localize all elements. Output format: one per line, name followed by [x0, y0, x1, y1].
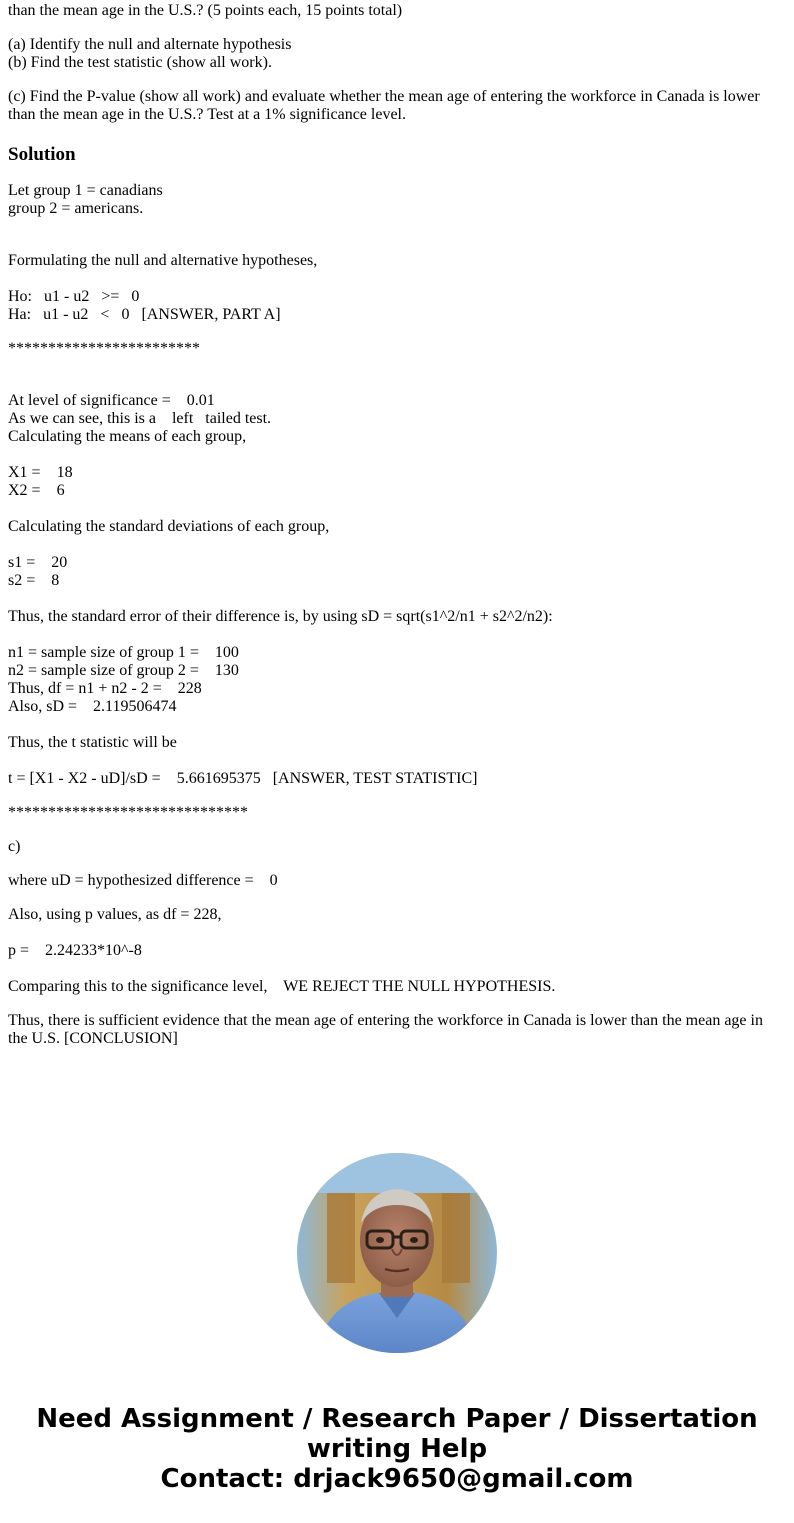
sample-size-n1: n1 = sample size of group 1 = 100: [8, 644, 239, 661]
part-c-label: c): [8, 838, 21, 855]
group1-definition: Let group 1 = canadians: [8, 182, 163, 199]
standard-error-value: Also, sD = 2.119506474: [8, 698, 177, 715]
divider-stars-2: ******************************: [8, 804, 248, 821]
mean-x1: X1 = 18: [8, 464, 73, 481]
degrees-of-freedom: Thus, df = n1 + n2 - 2 = 228: [8, 680, 202, 697]
sample-size-n2: n2 = sample size of group 2 = 130: [8, 662, 239, 679]
question-part-b: (b) Find the test statistic (show all work).: [8, 54, 272, 71]
alternate-hypothesis: Ha: u1 - u2 < 0 [ANSWER, PART A]: [8, 306, 281, 323]
null-hypothesis: Ho: u1 - u2 >= 0: [8, 288, 140, 305]
divider-stars-1: ************************: [8, 340, 200, 357]
hypothesized-difference: where uD = hypothesized difference = 0: [8, 872, 278, 889]
p-values-df: Also, using p values, as df = 228,: [8, 906, 222, 923]
std-dev-s1: s1 = 20: [8, 554, 68, 571]
footer-line-2: writing Help: [306, 1434, 488, 1464]
t-statistic: t = [X1 - X2 - uD]/sD = 5.661695375 [ANSWER, TEST STATISTIC]: [8, 770, 478, 787]
standard-error-formula: Thus, the standard error of their difference is, by using sD = sqrt(s1^2/n1 + s2^2/n2):: [8, 608, 553, 625]
solution-heading: Solution: [8, 144, 76, 165]
document-body: [8, 2, 778, 1048]
author-avatar: [297, 1153, 497, 1353]
footer-line-1: Need Assignment / Research Paper / Dissertation: [36, 1404, 758, 1434]
tail-type: As we can see, this is a left tailed test.: [8, 410, 272, 427]
calculating-std-devs: Calculating the standard deviations of each group,: [8, 518, 330, 535]
avatar-portrait-image: [297, 1153, 497, 1353]
p-value: p = 2.24233*10^-8: [8, 942, 142, 959]
calculating-means: Calculating the means of each group,: [8, 428, 247, 445]
mean-x2: X2 = 6: [8, 482, 65, 499]
std-dev-s2: s2 = 8: [8, 572, 60, 589]
question-part-a: (a) Identify the null and alternate hypothesis: [8, 36, 292, 53]
footer-contact-email: Contact: drjack9650@gmail.com: [160, 1464, 634, 1494]
group2-definition: group 2 = americans.: [8, 200, 144, 217]
question-intro-tail: than the mean age in the U.S.? (5 points each, 15 points total): [8, 2, 403, 19]
contact-footer: [0, 1404, 794, 1494]
question-part-c: (c) Find the P-value (show all work) and evaluate whether the mean age of entering the workforce in Canada is lower than the mean age in the U.S.? Test at a 1% significance level.: [8, 88, 760, 123]
significance-level: At level of significance = 0.01: [8, 392, 215, 409]
comparison-decision: Comparing this to the significance level, WE REJECT THE NULL HYPOTHESIS.: [8, 978, 556, 995]
formulating-hypotheses: Formulating the null and alternative hypotheses,: [8, 252, 318, 269]
conclusion: Thus, there is sufficient evidence that the mean age of entering the workforce in Canada is lower than the mean age in the U.S. [CONCLUSION]: [8, 1012, 763, 1047]
t-statistic-intro: Thus, the t statistic will be: [8, 734, 177, 751]
